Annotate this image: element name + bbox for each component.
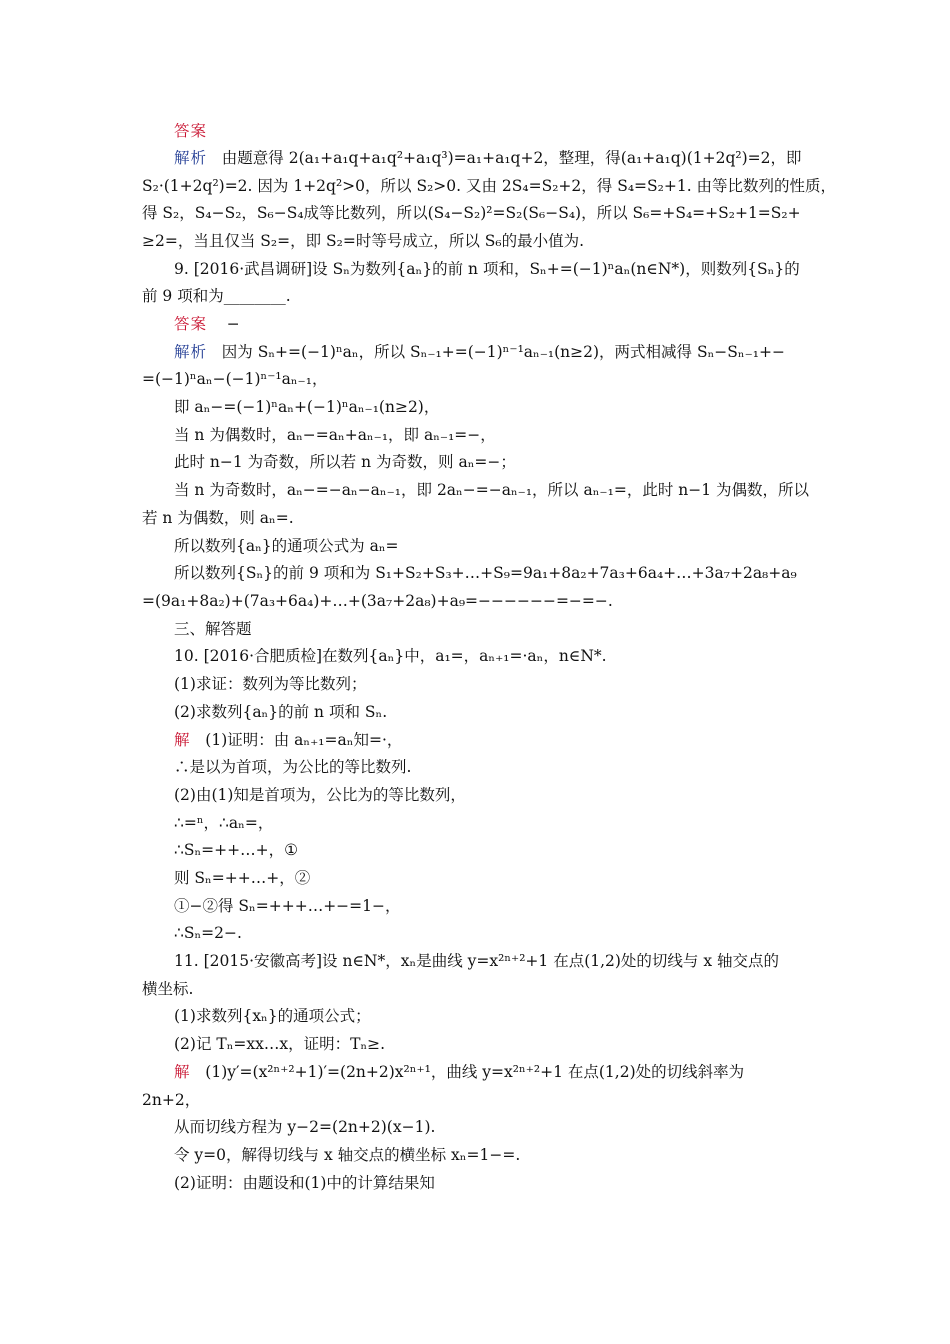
text-line: 所以数列{aₙ}的通项公式为 aₙ= xyxy=(174,537,399,555)
question-11: 11. [2015·安徽高考]设 n∈N*，xₙ是曲线 y=x²ⁿ⁺²+1 在点(1,2)处的切线与 x 轴交点的 xyxy=(174,952,780,970)
text-line: 从而切线方程为 y−2=(2n+2)(x−1). xyxy=(174,1118,436,1136)
analysis-label: 解析 xyxy=(174,149,208,167)
text-line: (2)求数列{aₙ}的前 n 项和 Sₙ. xyxy=(174,703,388,721)
answer-label: 答案 xyxy=(174,315,208,333)
text-span: (1)证明：由 aₙ₊₁=aₙ知=·， xyxy=(205,731,403,749)
text-line: =(−1)ⁿaₙ−(−1)ⁿ⁻¹aₙ₋₁， xyxy=(142,370,328,388)
text-line: ≥2=，当且仅当 S₂=，即 S₂=时等号成立，所以 S₆的最小值为. xyxy=(142,232,585,250)
text-line: (1)求证：数列为等比数列； xyxy=(174,675,367,693)
answer-label: 答案 xyxy=(174,122,208,140)
solution-line xyxy=(174,1062,744,1082)
analysis-label: 解析 xyxy=(174,343,208,361)
text-line: ∴Sₙ=++…+，① xyxy=(174,841,299,859)
answer-value: − xyxy=(226,315,240,333)
text-line: 当 n 为偶数时，aₙ−=aₙ+aₙ₋₁，即 aₙ₋₁=−， xyxy=(174,426,496,444)
text-line: (2)证明：由题设和(1)中的计算结果知 xyxy=(174,1174,435,1192)
text-line: 得 S₂，S₄−S₂，S₆−S₄成等比数列，所以(S₄−S₂)²=S₂(S₆−S₄)，所以 S₆=+S₄=+S₂+1=S₂+ xyxy=(142,204,801,222)
text-line: 即 aₙ−=(−1)ⁿaₙ+(−1)ⁿaₙ₋₁(n≥2)， xyxy=(174,398,440,416)
text-line: 若 n 为偶数，则 aₙ=. xyxy=(142,509,294,527)
solution-line xyxy=(174,342,785,362)
text-line: 所以数列{Sₙ}的前 9 项和为 S₁+S₂+S₃+…+S₉=9a₁+8a₂+7a₃+6a₄+…+3a₇+2a₈+a₉ xyxy=(174,564,797,582)
text-line: 2n+2， xyxy=(142,1091,201,1109)
solution-line xyxy=(174,730,402,750)
text-line: ∴=ⁿ，∴aₙ=， xyxy=(174,814,274,832)
question-9: 9. [2016·武昌调研]设 Sₙ为数列{aₙ}的前 n 项和，Sₙ+=(−1)ⁿaₙ(n∈N*)，则数列{Sₙ}的 xyxy=(174,260,800,278)
text-line: 则 Sₙ=++…+，② xyxy=(174,869,311,887)
text-line: (2)记 Tₙ=xx…x，证明：Tₙ≥. xyxy=(174,1035,386,1053)
text-line: S₂·(1+2q²)=2. 因为 1+2q²>0，所以 S₂>0. 又由 2S₄=S₂+2，得 S₄=S₂+1. 由等比数列的性质， xyxy=(142,177,837,195)
text-line: (2)由(1)知是首项为，公比为的等比数列， xyxy=(174,786,466,804)
text-line: ∴是以为首项，为公比的等比数列. xyxy=(174,758,412,776)
text-line: 当 n 为奇数时，aₙ−=−aₙ−aₙ₋₁，即 2aₙ−=−aₙ₋₁，所以 aₙ₋₁=，此时 n−1 为偶数，所以 xyxy=(174,481,810,499)
solution-line xyxy=(174,148,802,168)
text-line: ∴Sₙ=2−. xyxy=(174,924,242,942)
solution-label: 解 xyxy=(174,731,191,749)
text-line: 横坐标. xyxy=(142,980,194,998)
text-line: 令 y=0，解得切线与 x 轴交点的横坐标 xₙ=1−=. xyxy=(174,1146,521,1164)
text-line: 前 9 项和为________. xyxy=(142,287,291,305)
text-line: ①−②得 Sₙ=+++…+−=1−， xyxy=(174,897,401,915)
text-line: (1)求数列{xₙ}的通项公式； xyxy=(174,1007,371,1025)
solution-label: 解 xyxy=(174,1063,191,1081)
text-span: 由题意得 2(a₁+a₁q+a₁q²+a₁q³)=a₁+a₁q+2，整理，得(a₁+a₁q)(1+2q²)=2，即 xyxy=(221,149,802,167)
section-heading: 三、解答题 xyxy=(174,620,252,638)
text-line: 此时 n−1 为奇数，所以若 n 为奇数，则 aₙ=−； xyxy=(174,453,516,471)
answer-line xyxy=(174,314,240,334)
text-line: =(9a₁+8a₂)+(7a₃+6a₄)+…+(3a₇+2a₈)+a₉=−−−−−−=−=−. xyxy=(142,592,613,610)
text-span: (1)y′=(x²ⁿ⁺²+1)′=(2n+2)x²ⁿ⁺¹，曲线 y=x²ⁿ⁺²+1 在点(1,2)处的切线斜率为 xyxy=(205,1063,745,1081)
text-span: 因为 Sₙ+=(−1)ⁿaₙ，所以 Sₙ₋₁+=(−1)ⁿ⁻¹aₙ₋₁(n≥2)，两式相减得 Sₙ−Sₙ₋₁+− xyxy=(221,343,785,361)
question-10: 10. [2016·合肥质检]在数列{aₙ}中，a₁=，aₙ₊₁=·aₙ，n∈N*. xyxy=(174,647,607,665)
